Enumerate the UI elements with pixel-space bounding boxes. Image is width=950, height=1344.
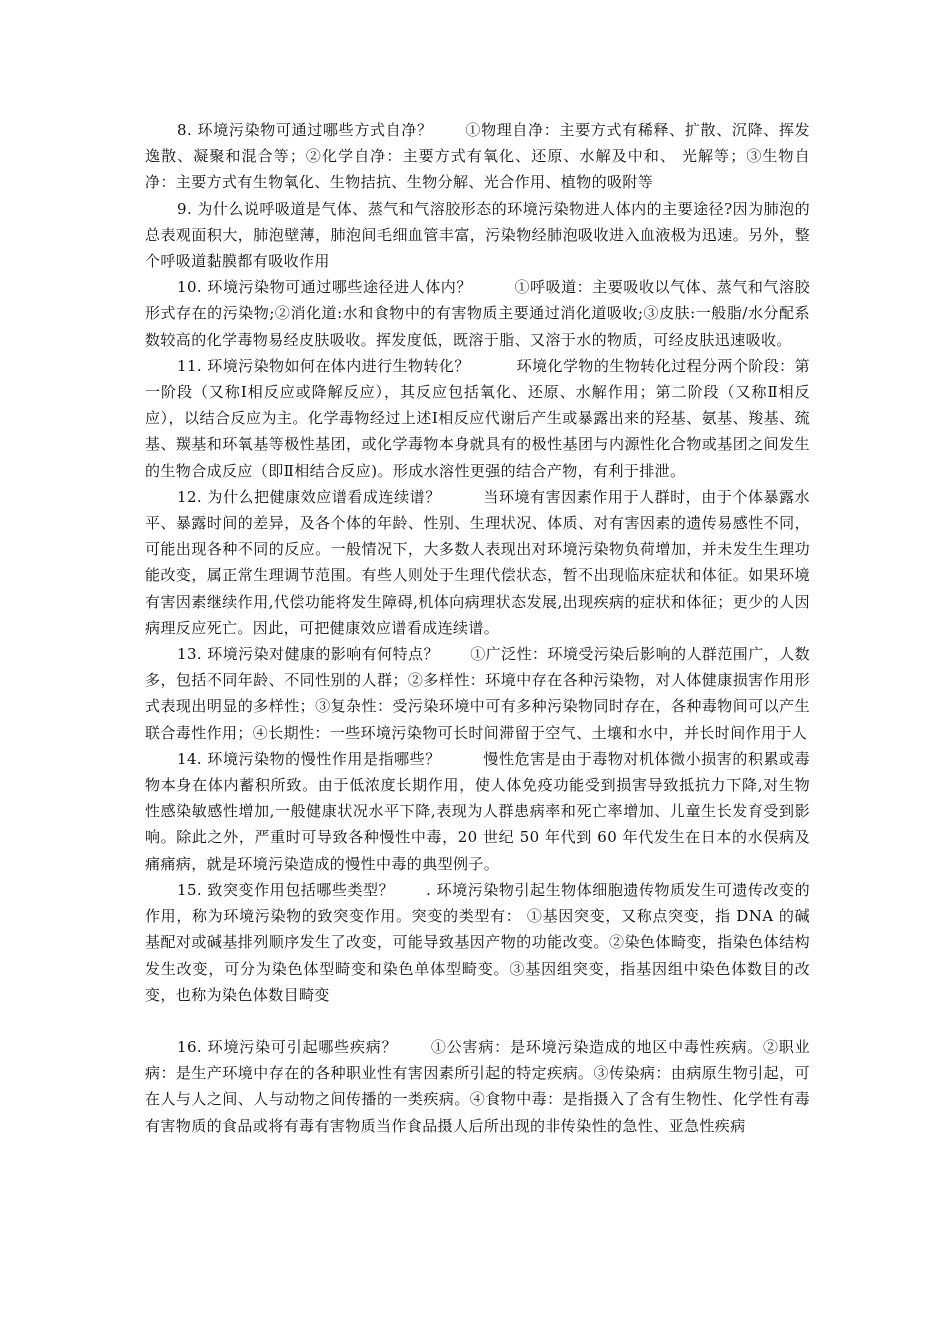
qa-item-11 [145,353,810,484]
qa-item-9 [145,196,810,275]
qa-item-8 [145,117,810,196]
qa-item-14 [145,746,810,877]
question-text: 15. 致突变作用包括哪些类型？ [177,880,395,899]
question-text: 12. 为什么把健康效应谱看成连续谱？ [177,487,441,506]
answer-text: 当环境有害因素作用于人群时，由于个体暴露水平、暴露时间的差异，及各个体的年龄、性别、生理状况、体质、对有害因素的遗传易感性不同，可能出现各种不同的反应。一般情况下，大多数人表现出对环境污染物负荷增加，并未发生生理功能改变，属正常生理调节范围。有些人则处于生理代偿状态，暂不出现临床症状和体征。如果环境有害因素继续作用,代偿功能将发生障碍,机体向病理状态发展,出现疾病的症状和体征；更少的人因病理反应死亡。因此，可把健康效应谱看成连续谱。 [145,487,810,637]
answer-text: 因为肺泡的总表观面积大，肺泡壁薄，肺泡间毛细血管丰富，污染物经肺泡吸收进入血液极为迅速。另外，整个呼吸道黏膜都有吸收作用 [145,199,810,271]
answer-text: ①公害病：是环境污染造成的地区中毒性疾病。②职业病：是生产环境中存在的各种职业性有害因素所引起的特定疾病。③传染病：由病原生物引起，可在人与人之间、人与动物之间传播的一类疾病。④食物中毒：是指摄入了含有生物性、化学性有毒有害物质的食品或将有毒有害物质当作食品摄人后所出现的非传染性的急性、亚急性疾病 [145,1037,811,1135]
qa-item-13 [145,641,810,746]
answer-text: . 环境污染物引起生物体细胞遗传物质发生可遗传改变的作用，称为环境污染物的致突变作用。突变的类型有： ①基因突变，又称点突变，指 DNA 的碱基配对或碱基排列顺序发生了改变，可能导致基因产物的功能改变。②染色体畸变，指染色体结构发生改变，可分为染色体型畸变和染色单体型畸变。③基因组突变，指基因组中染色体数目的改变，也称为染色体数目畸变 [145,880,810,1004]
question-text: 8. 环境污染物可通过哪些方式自净？ [177,121,433,139]
answer-text: ①广泛性：环境受污染后影响的人群范围广，人数多，包括不同年龄、不同性别的人群；②多样性：环境中存在各种污染物，对人体健康损害作用形式表现出明显的多样性；③复杂性：受污染环境中可有多种污染物同时存在，各种毒物间可以产生联合毒性作用；④长期性：一些环境污染物可长时间滞留于空气、土壤和水中，并长时间作用于人 [145,645,810,742]
qa-item-15 [145,877,810,1008]
document-content [145,117,810,1139]
answer-text: ①呼吸道：主要吸收以气体、蒸气和气溶胶形式存在的污染物;②消化道:水和食物中的有害物质主要通过消化道吸收;③皮肤:一般脂/水分配系数较高的化学毒物易经皮肤吸收。挥发度低，既溶于脂、又溶于水的物质，可经皮肤迅速吸收。 [145,278,810,349]
qa-item-16 [145,1034,810,1139]
question-text: 10. 环境污染物可通过哪些途径进人体内？ [177,278,472,297]
question-text: 16. 环境污染可引起哪些疾病？ [177,1037,398,1056]
answer-text: 环境化学物的生物转化过程分两个阶段：第一阶段（又称Ⅰ相反应或降解反应），其反应包括氧化、还原、水解作用；第二阶段（又称Ⅱ相反应），以结合反应为主。化学毒物经过上述Ⅰ相反应代谢后产生或暴露出来的羟基、氨基、羧基、巯基、羰基和环氧基等极性基团，或化学毒物本身就具有的极性基团与内源性化合物或基团之间发生的生物合成反应（即Ⅱ相结合反应)。形成水溶性更强的结合产物，有利于排泄。 [145,356,810,480]
qa-item-10 [145,274,810,353]
answer-text: 慢性危害是由于毒物对机体微小损害的积累或毒物本身在体内蓄积所致。由于低浓度长期作用，使人体免疫功能受到损害导致抵抗力下降,对生物性感染敏感性增加,一般健康状况水平下降,表现为人群患病率和死亡率增加、儿童生长发育受到影响。除此之外，严重时可导致各种慢性中毒，20 世纪 50 年代到 60 年代发生在日本的水俣病及痛痛病，就是环境污染造成的慢性中毒的典型例子。 [145,749,810,873]
question-text: 14. 环境污染物的慢性作用是指哪些？ [177,749,441,768]
question-text: 9. 为什么说呼吸道是气体、蒸气和气溶胶形态的环境污染物进人体内的主要途径? [177,199,733,218]
answer-text: ①物理自净：主要方式有稀释、扩散、沉降、挥发逸散、凝聚和混合等；②化学自净：主要方式有氧化、还原、水解及中和、 光解等；③生物自净：主要方式有生物氧化、生物拮抗、生物分解、光合作用、植物的吸附等 [145,121,811,192]
question-text: 11. 环境污染物如何在体内进行生物转化？ [177,356,470,375]
question-text: 13. 环境污染对健康的影响有何特点？ [177,645,439,664]
qa-item-12 [145,484,810,641]
paragraph-spacer [145,1008,810,1034]
